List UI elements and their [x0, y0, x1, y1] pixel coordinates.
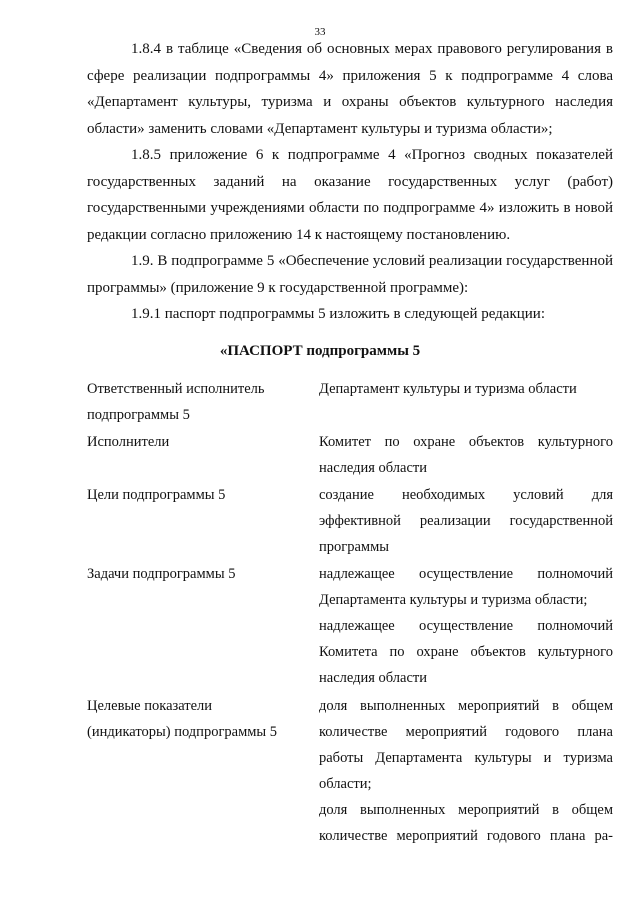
paragraph-1-8-5: 1.8.5 приложение 6 к подпрограмме 4 «Прогноз сводных показателей государственных заданий на оказание государственных услуг (работ) государственными учреждениями области по подпрограмме 4» изложить в новой редакции согласно приложению 14 к настоящему постановлению. — [87, 147, 613, 243]
passport-value-executors: Комитет по охране объектов культурного наследия области — [319, 434, 613, 476]
passport-value-responsible: Департамент культуры и туризма области — [319, 381, 577, 397]
paragraph-1-9: 1.9. В подпрограмме 5 «Обеспечение условий реализации государственной программы» (приложение 9 к государственной программе): — [87, 253, 613, 296]
passport-task-2: надлежащее осуществление полномочий Комитета по охране объектов культурного наследия области — [319, 618, 613, 686]
passport-label-responsible: Ответственный исполнитель подпрограммы 5 — [87, 381, 265, 423]
passport-indicator-1: доля выполненных мероприятий в общем количестве мероприятий годового плана работы Департамента культуры и туризма области; — [319, 698, 613, 792]
passport-label-tasks: Задачи подпрограммы 5 — [87, 566, 236, 582]
passport-value-tasks — [319, 561, 613, 691]
passport-value-goals: создание необходимых условий для эффективной реализации государственной программы — [319, 487, 613, 555]
passport-label-goals: Цели подпрограммы 5 — [87, 487, 226, 503]
paragraph-1-9-1: 1.9.1 паспорт подпрограммы 5 изложить в следующей редакции: — [131, 306, 546, 322]
passport-title: «ПАСПОРТ подпрограммы 5 — [219, 343, 421, 359]
paragraph-1-8-4: 1.8.4 в таблице «Сведения об основных мерах правового регулирования в сфере реализации подпрограммы 4» приложения 5 к подпрограмме 4 слова «Департамент культуры, туризма и охраны объектов культурного наследия области» заменить словами «Департамент культуры и туризма области»; — [87, 41, 613, 137]
passport-indicator-2: доля выполненных мероприятий в общем количестве мероприятий годового плана ра- — [319, 802, 613, 844]
passport-task-1: надлежащее осуществление полномочий Департамента культуры и туризма области; — [319, 566, 613, 608]
page-number: 33 — [314, 26, 326, 38]
passport-value-indicators — [319, 693, 613, 849]
passport-label-executors: Исполнители — [87, 434, 170, 450]
passport-label-indicators: Целевые показатели (индикаторы) подпрограммы 5 — [87, 698, 278, 740]
